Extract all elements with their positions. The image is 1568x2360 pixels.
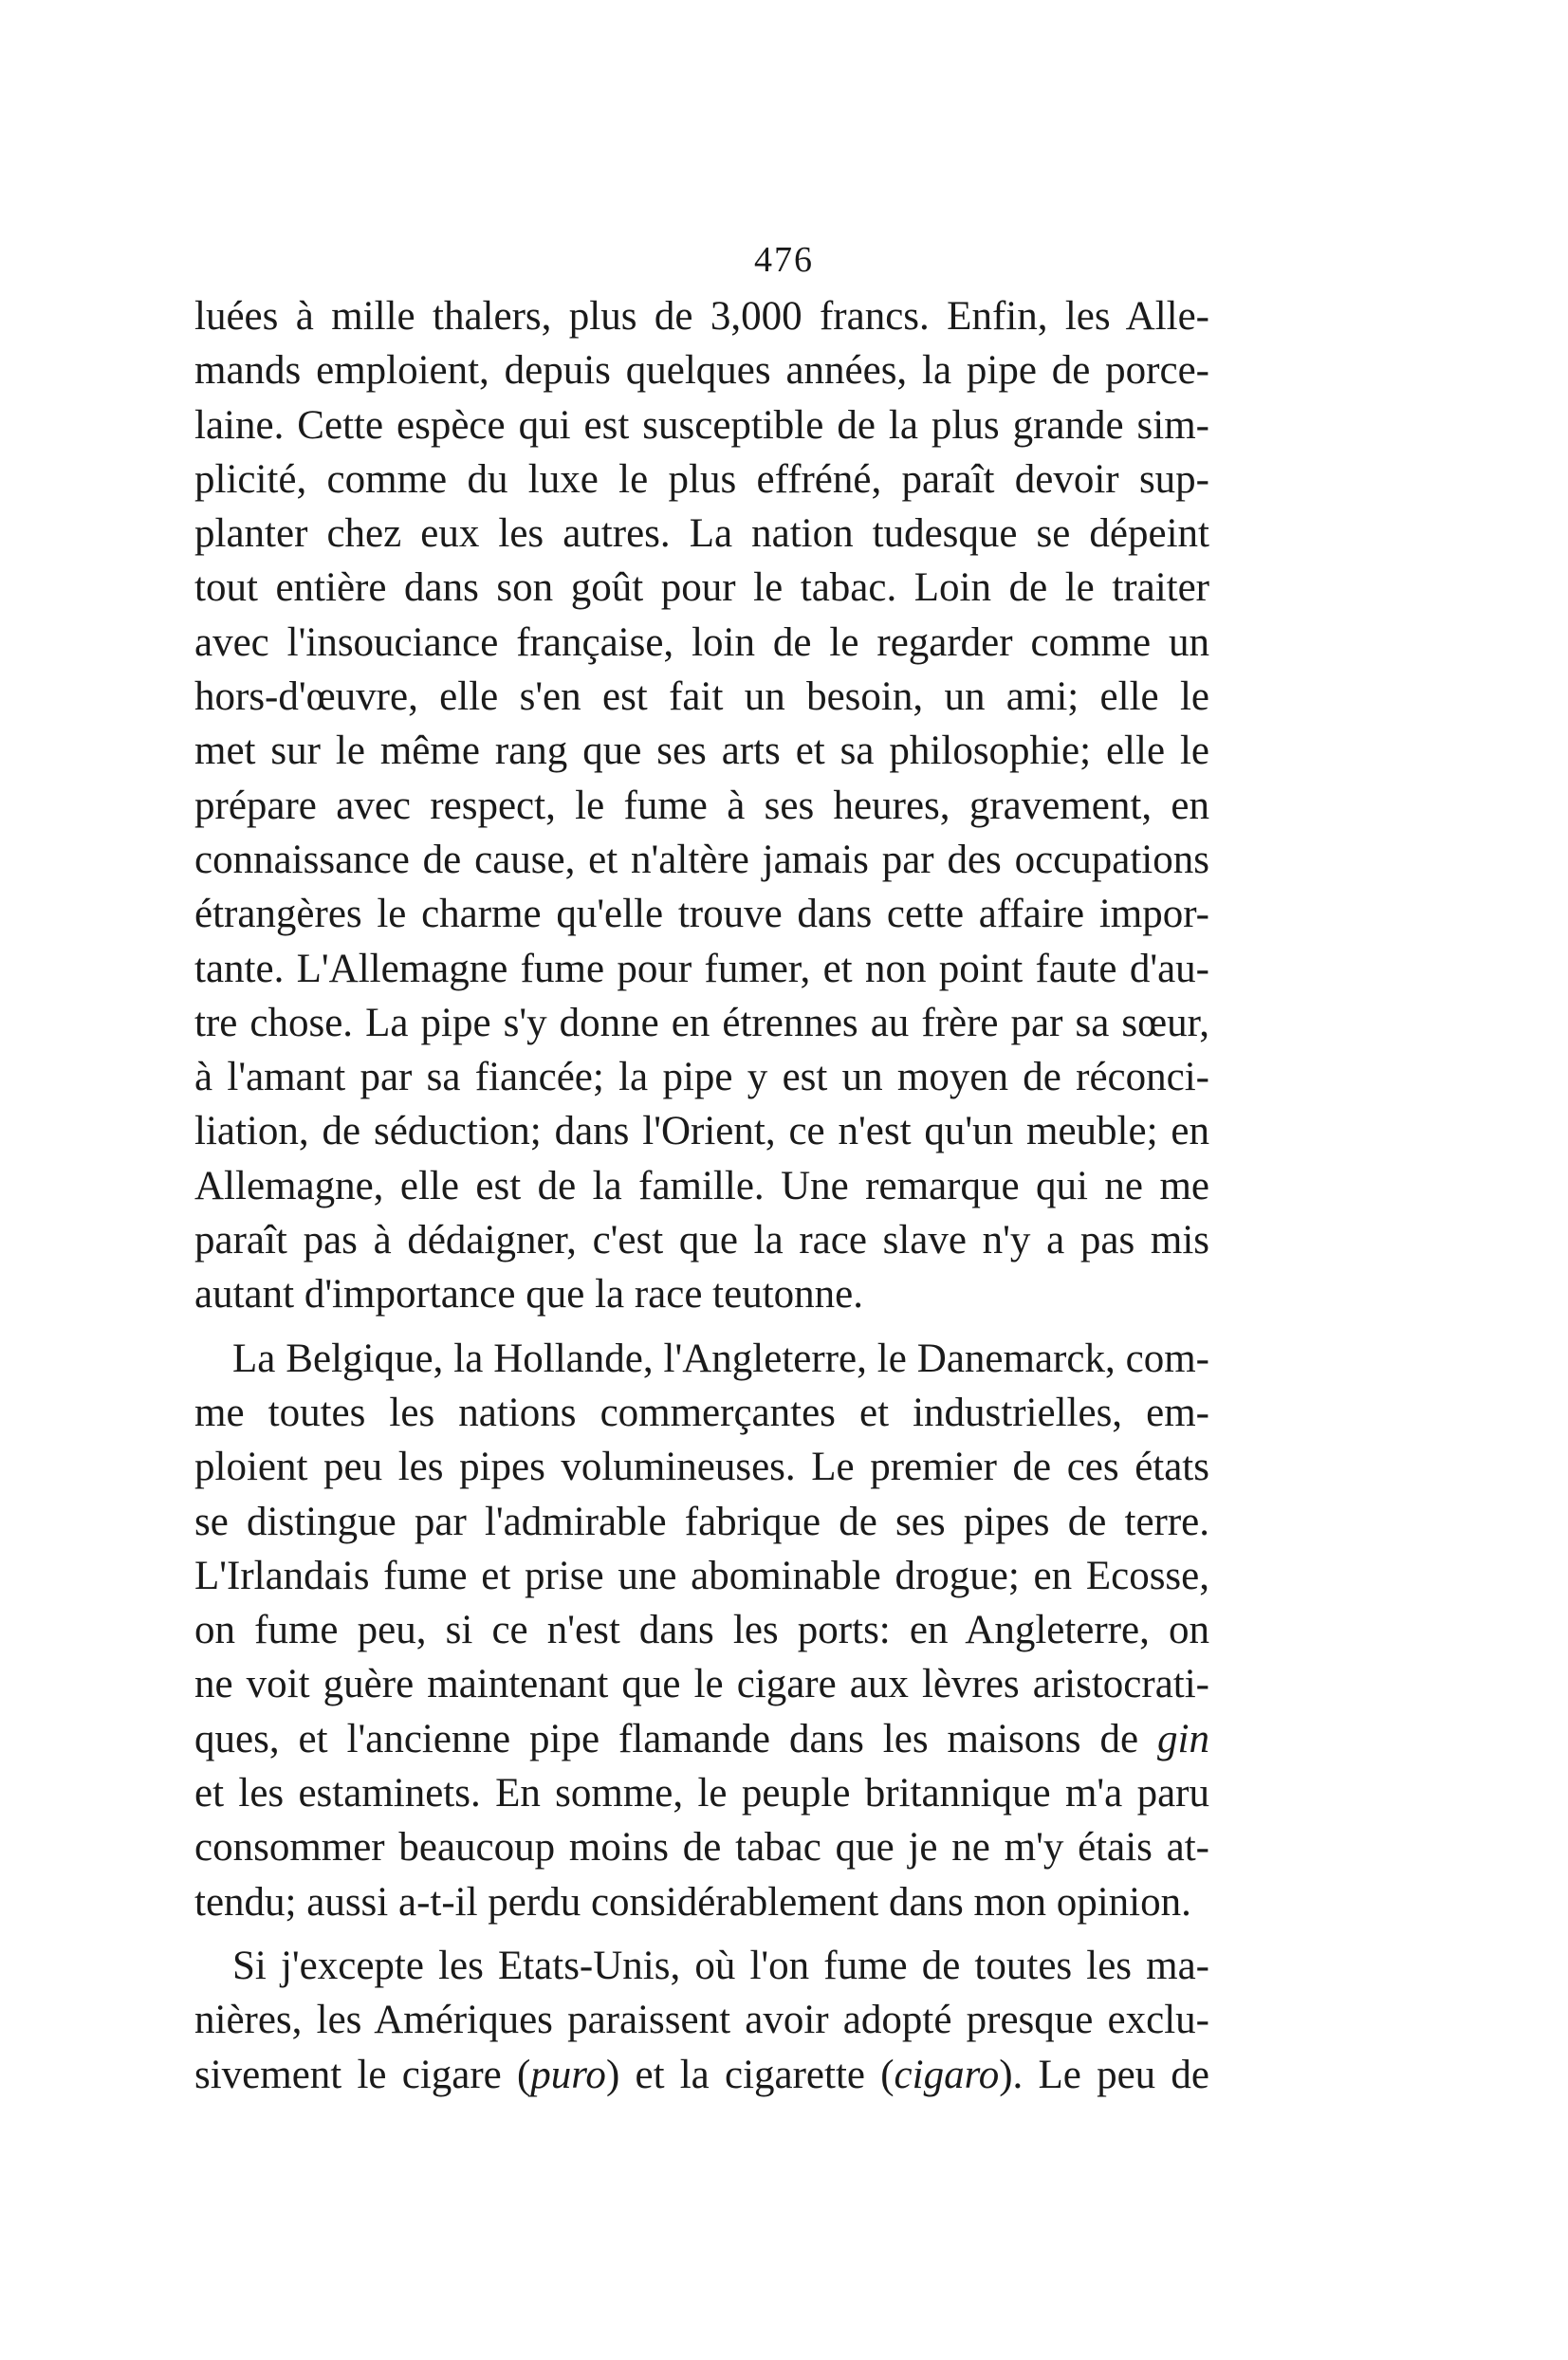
text-line: planter chez eux les autres. La nation tudesque se dépeint: [194, 511, 1209, 557]
text-line: et les estaminets. En somme, le peuple britannique m'a paru: [194, 1771, 1209, 1816]
paragraph-2: [194, 1332, 1209, 1929]
text-line: luées à mille thalers, plus de 3,000 francs. Enfin, les Alle-: [194, 294, 1209, 339]
text-line: liation, de séduction; dans l'Orient, ce n'est qu'un meuble; en: [194, 1109, 1209, 1154]
text-line: La Belgique, la Hollande, l'Angleterre, le Danemarck, com-: [232, 1336, 1209, 1381]
text-line: paraît pas à dédaigner, c'est que la race slave n'y a pas mis: [194, 1218, 1209, 1263]
text-line: avec l'insouciance française, loin de le regarder comme un: [194, 619, 1209, 665]
text-line: mands emploient, depuis quelques années, la pipe de porce-: [194, 348, 1209, 394]
page-number: 476: [754, 240, 814, 280]
text-run: ). Le peu de: [999, 2052, 1209, 2097]
text-line: laine. Cette espèce qui est susceptible de la plus grande sim-: [194, 402, 1209, 448]
italic-word: cigaro: [894, 2052, 1000, 2097]
text-line: à l'amant par sa fiancée; la pipe y est un moyen de réconci-: [194, 1055, 1209, 1100]
text-line: tre chose. La pipe s'y donne en étrennes au frère par sa sœur,: [194, 1000, 1209, 1045]
text-line: étrangères le charme qu'elle trouve dans cette affaire impor-: [194, 892, 1209, 937]
text-line: me toutes les nations commerçantes et industrielles, em-: [194, 1390, 1209, 1435]
paragraph-3: [194, 1939, 1209, 2102]
text-run: sivement le cigare (: [194, 2052, 531, 2097]
text-line: L'Irlandais fume et prise une abominable drogue; en Ecosse,: [194, 1553, 1209, 1598]
text-run: ) et la cigarette (: [605, 2052, 895, 2097]
text-line: Allemagne, elle est de la famille. Une remarque qui ne me: [194, 1163, 1209, 1208]
text-line: hors-d'œuvre, elle s'en est fait un besoin, un ami; elle le: [194, 674, 1209, 720]
text-line: met sur le même rang que ses arts et sa philosophie; elle le: [194, 728, 1209, 774]
text-line: consommer beaucoup moins de tabac que je ne m'y étais at-: [194, 1825, 1209, 1871]
paragraph-1: [194, 289, 1209, 1322]
text-line: se distingue par l'admirable fabrique de ses pipes de terre.: [194, 1499, 1209, 1544]
text-run: ques, et l'ancienne pipe flamande dans les maisons de: [194, 1716, 1158, 1761]
text-line: ploient peu les pipes volumineuses. Le premier de ces états: [194, 1445, 1209, 1490]
text-line: autant d'importance que la race teutonne.: [194, 1272, 863, 1318]
body-text: [194, 289, 1209, 2102]
text-line: ne voit guère maintenant que le cigare aux lèvres aristocrati-: [194, 1662, 1209, 1707]
text-line: [194, 2048, 1209, 2102]
text-line: nières, les Amériques paraissent avoir adopté presque exclu-: [194, 1998, 1209, 2043]
italic-word: gin: [1157, 1716, 1209, 1761]
italic-word: puro: [530, 2052, 606, 2097]
text-line: tendu; aussi a-t-il perdu considérablement dans mon opinion.: [194, 1879, 1191, 1925]
text-line: tout entière dans son goût pour le tabac. Loin de le traiter: [194, 565, 1209, 611]
text-line: [194, 1712, 1209, 1766]
text-line: plicité, comme du luxe le plus effréné, paraît devoir sup-: [194, 456, 1209, 502]
text-line: on fume peu, si ce n'est dans les ports: en Angleterre, on: [194, 1608, 1209, 1653]
text-line: prépare avec respect, le fume à ses heures, gravement, en: [194, 783, 1209, 828]
text-line: connaissance de cause, et n'altère jamais par des occupations: [194, 837, 1209, 882]
text-line: Si j'excepte les Etats-Unis, où l'on fume de toutes les ma-: [232, 1943, 1209, 1988]
text-line: tante. L'Allemagne fume pour fumer, et non point faute d'au-: [194, 946, 1209, 991]
